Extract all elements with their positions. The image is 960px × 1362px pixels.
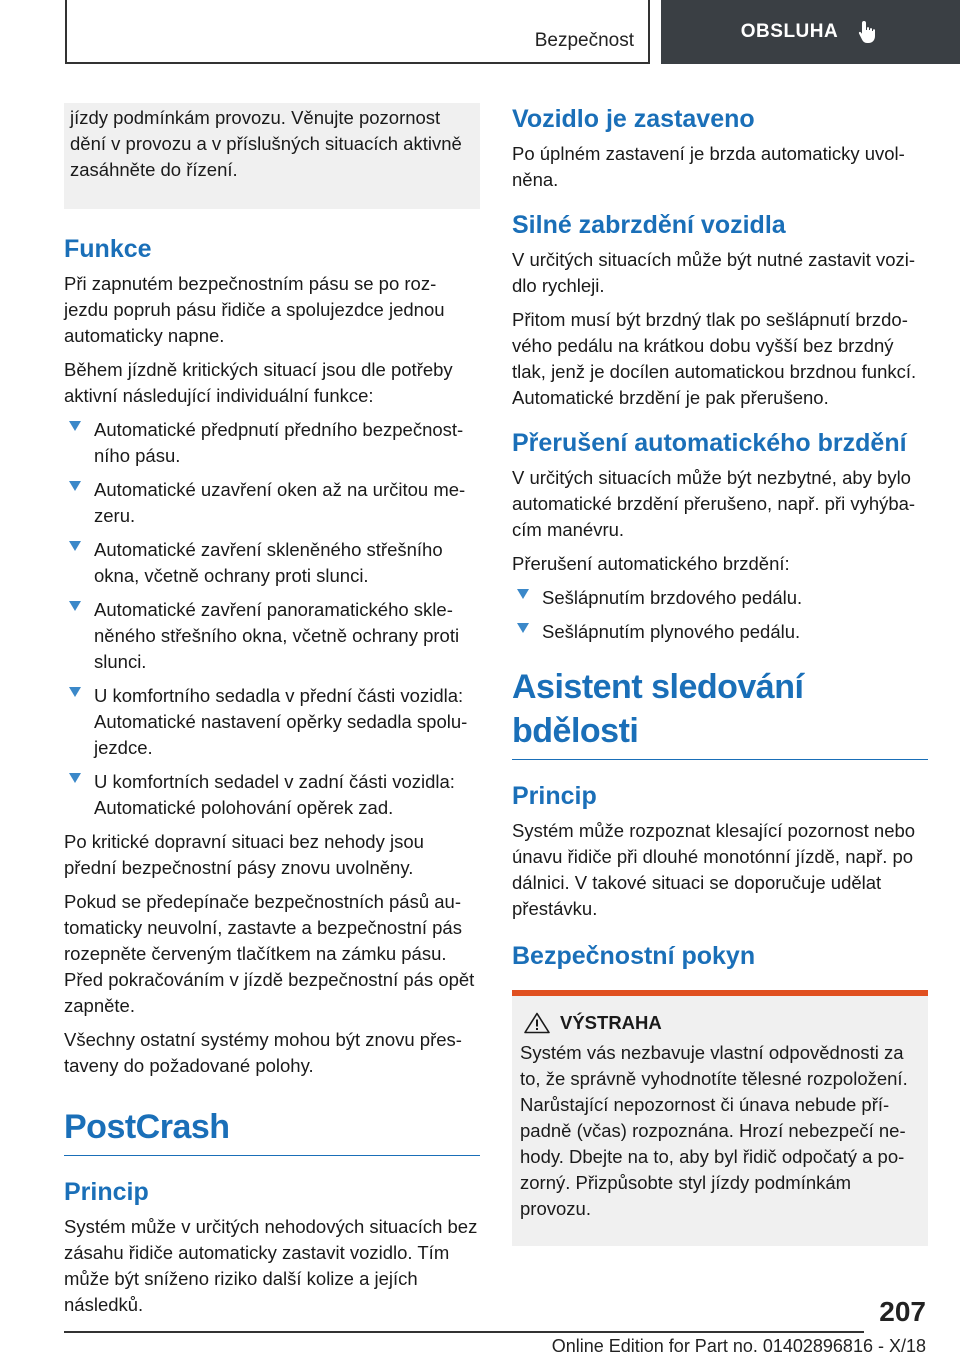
attention-princip-heading: Princip <box>512 782 597 810</box>
list-item-text: Automatické zavření skleněného střešního okna, včetně ochrany proti slunci. <box>94 539 443 586</box>
list-item-text: Automatické uzavření oken až na určitou me-zeru. <box>94 479 466 526</box>
list-item-text: U komfortního sedadla v přední části vozidla: Automatické nastavení opěrky sedadla spolu-jezdce. <box>94 685 468 758</box>
funkce-paragraph-1: Při zapnutém bezpečnostním pásu se po roz-jezdu popruh pásu řidiče a spolujezdce jednou automaticky napne. <box>64 273 445 346</box>
page-number: 207 <box>879 1296 926 1327</box>
footer-edition-text: Online Edition for Part no. 01402896816 - X/18 <box>551 1336 926 1356</box>
list-item <box>64 597 480 675</box>
list-item-text: Sešlápnutím plynového pedálu. <box>542 621 801 642</box>
list-item <box>64 683 480 761</box>
postcrash-heading-wrap <box>64 1105 480 1156</box>
warning-triangle-icon <box>524 1012 550 1034</box>
header-bottom-rule <box>65 62 650 64</box>
list-item <box>64 477 480 529</box>
postcrash-princip-paragraph: Systém může v určitých nehodových situacích bez zásahu řidiče automaticky zastavit vozidlo. Tím může být sníženo riziko další kolize a jejích následků. <box>64 1216 478 1315</box>
triangle-bullet-icon <box>69 421 81 431</box>
warning-box <box>512 990 928 1246</box>
warning-text: Systém vás nezbavuje vlastní odpovědnosti za to, že správně vyhodnotíte tělesné rozpoložení. Narůstající nepozornost či únava nebude pří-padně (včas) rozpoznána. Hrozí nebezpečí ne-hody. Dbejte na to, aby byl řidič odpočatý a po-zorný. Přizpůsobte styl jízdy podmínkám provozu. <box>520 1042 908 1219</box>
interrupt-bullet-list <box>512 585 928 645</box>
left-column <box>64 103 480 1326</box>
attention-assist-heading-wrap <box>512 665 928 760</box>
funkce-bullet-list <box>64 417 480 821</box>
triangle-bullet-icon <box>517 589 529 599</box>
funkce-paragraph-2: Během jízdně kritických situací jsou dle potřeby aktivní následující individuální funkce: <box>64 359 453 406</box>
list-item-text: Sešlápnutím brzdového pedálu. <box>542 587 803 608</box>
header-left-rule <box>65 0 67 64</box>
safety-note-heading: Bezpečnostní pokyn <box>512 942 756 970</box>
interrupt-braking-paragraph-1: V určitých situacích může být nezbytné, aby bylo automatické brzdění přerušeno, např. při vyhýba-cím manévru. <box>512 467 916 540</box>
list-item <box>64 417 480 469</box>
interrupt-braking-paragraph-2: Přerušení automatického brzdění: <box>512 553 790 574</box>
warning-label: VÝSTRAHA <box>560 1012 662 1033</box>
list-item <box>64 769 480 821</box>
footer-rule <box>64 1331 864 1333</box>
postcrash-princip-heading: Princip <box>64 1178 149 1206</box>
triangle-bullet-icon <box>69 773 81 783</box>
intro-note-box <box>64 103 480 209</box>
funkce-paragraph-5: Všechny ostatní systémy mohou být znovu přes-taveny do požadované polohy. <box>64 1029 462 1076</box>
triangle-bullet-icon <box>517 623 529 633</box>
list-item <box>512 619 928 645</box>
vehicle-stopped-heading: Vozidlo je zastaveno <box>512 105 755 133</box>
header-right-rule <box>648 0 650 64</box>
triangle-bullet-icon <box>69 541 81 551</box>
strong-braking-paragraph-2: Přitom musí být brzdný tlak po sešlápnutí brzdo-vého pedálu na krátkou dobu vyšší bez brzdný tlak, jenž je docílen automatickou brzdnou funkcí. Automatické brzdění je pak přerušeno. <box>512 309 917 408</box>
funkce-paragraph-4: Pokud se předepínače bezpečnostních pásů au-tomaticky neuvolní, zastavte a bezpečnostní pás rozepněte červeným tlačítkem na zámku pásu. Před pokračováním v jízdě bezpečnostní pás opět zapněte. <box>64 891 475 1016</box>
triangle-bullet-icon <box>69 687 81 697</box>
header-section-title: Bezpečnost <box>534 30 634 51</box>
list-item-text: Automatické předpnutí předního bezpečnost-ního pásu. <box>94 419 464 466</box>
attention-princip-paragraph: Systém může rozpoznat klesající pozornost nebo únavu řidiče při dlouhé monotónní jízdě, např. po dálnici. V takové situaci se doporučuje udělat přestávku. <box>512 820 916 919</box>
funkce-heading: Funkce <box>64 235 152 263</box>
header-chapter-tab[interactable] <box>661 0 960 64</box>
funkce-paragraph-3: Po kritické dopravní situaci bez nehody jsou přední bezpečnostní pásy znovu uvolněny. <box>64 831 424 878</box>
right-column <box>512 103 928 1246</box>
triangle-bullet-icon <box>69 601 81 611</box>
hand-pointer-icon <box>856 19 880 45</box>
interrupt-braking-heading: Přerušení automatického brzdění <box>512 429 907 457</box>
list-item <box>64 537 480 589</box>
intro-text: jízdy podmínkám provozu. Věnujte pozornost dění v provozu a v příslušných situacích aktivně zasáhněte do řízení. <box>70 107 462 180</box>
strong-braking-heading: Silné zabrzdění vozidla <box>512 211 786 239</box>
list-item-text: U komfortních sedadel v zadní části vozidla: Automatické polohování opěrek zad. <box>94 771 455 818</box>
vehicle-stopped-paragraph: Po úplném zastavení je brzda automaticky uvol-něna. <box>512 143 905 190</box>
postcrash-heading: PostCrash <box>64 1108 230 1146</box>
strong-braking-paragraph-1: V určitých situacích může být nutné zastavit vozi-dlo rychleji. <box>512 249 916 296</box>
attention-assist-heading: Asistent sledování bdělosti <box>512 668 804 750</box>
list-item <box>512 585 928 611</box>
warning-header <box>520 1012 918 1034</box>
triangle-bullet-icon <box>69 481 81 491</box>
chapter-tab-label: OBSLUHA <box>740 21 839 42</box>
list-item-text: Automatické zavření panoramatického skle-něného střešního okna, včetně ochrany proti slunci. <box>94 599 460 672</box>
